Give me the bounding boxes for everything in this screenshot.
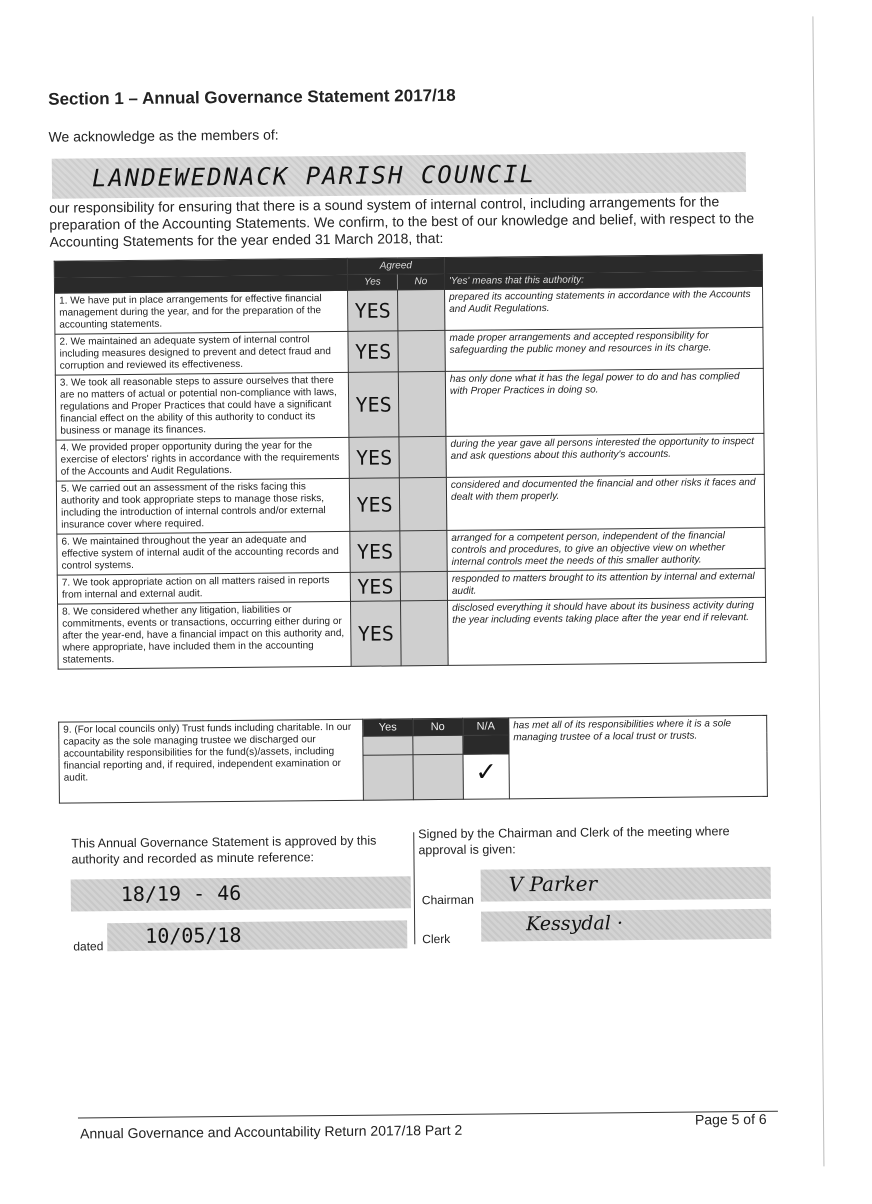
means-label: 'Yes' means that this authority: bbox=[444, 270, 762, 289]
signing-text: Signed by the Chairman and Clerk of the meeting where approval is given: bbox=[418, 824, 730, 858]
trust-fund-table bbox=[58, 715, 768, 804]
table-row bbox=[56, 474, 764, 534]
meaning-1: prepared its accounting statements in accordance with the Accounts and Audit Regulations. bbox=[445, 286, 763, 330]
row9-yes-label: Yes bbox=[363, 719, 413, 736]
meaning-7: responded to matters brought to its attention by internal and external audit. bbox=[447, 568, 765, 600]
chairman-signature: V Parker bbox=[508, 871, 598, 897]
row9-mid-na bbox=[463, 735, 509, 754]
page-number: Page 5 of 6 bbox=[694, 1110, 767, 1128]
table-row bbox=[56, 433, 764, 481]
statement-7: 7. We took appropriate action on all matters raised in reports from internal and external audit. bbox=[57, 572, 350, 604]
governance-table bbox=[54, 254, 767, 670]
answer-5-yes[interactable]: YES bbox=[349, 478, 400, 531]
row9-mid-yes bbox=[363, 736, 413, 755]
row9-no-label: No bbox=[413, 718, 463, 735]
meaning-8: disclosed everything it should have about its business activity during the year including events taking place after the year end if relevant. bbox=[448, 597, 767, 665]
no-column-label: No bbox=[397, 273, 444, 289]
statement-9: 9. (For local councils only) Trust funds including charitable. In our capacity as the sole managing trustee we discharged our accountability responsibilities for the fund(s)/assets, including financial reporting and, if required, independent examination or audit. bbox=[59, 719, 364, 803]
answer-5-no[interactable] bbox=[399, 477, 447, 530]
clerk-signature: Kessydal · bbox=[526, 912, 624, 936]
statement-1: 1. We have put in place arrangements for effective financial management during the year, and for the preparation of the accounting statements. bbox=[55, 290, 348, 334]
intro-paragraph: our responsibility for ensuring that there is a sound system of internal control, including arrangements for the preparation of the Accounting Statements. We confirm, to the best of our knowledge and belief, with respect to the Accounting Statements for the year ended 31 March 2018, that: bbox=[49, 193, 755, 250]
statement-8: 8. We considered whether any litigation, liabilities or commitments, events or transactions, occurring either during or after the year-end, have a financial impact on this authority and, where appropriate, have included them in the accounting statements. bbox=[58, 601, 352, 669]
answer-4-yes[interactable]: YES bbox=[349, 437, 399, 478]
answer-7-yes[interactable]: YES bbox=[350, 572, 400, 601]
table-row bbox=[55, 327, 763, 375]
minute-ref-value: 18/19 - 46 bbox=[120, 880, 242, 907]
agreed-label: Agreed bbox=[347, 257, 444, 274]
answer-8-no[interactable] bbox=[401, 600, 449, 665]
answer-6-yes[interactable]: YES bbox=[350, 531, 400, 572]
page-edge bbox=[812, 16, 824, 1166]
meaning-6: arranged for a competent person, independent of the financial controls and procedures, to give an objective view on whether internal controls meet the needs of this smaller authority. bbox=[447, 527, 765, 571]
answer-6-no[interactable] bbox=[400, 530, 447, 571]
acknowledge-text: We acknowledge as the members of: bbox=[48, 126, 279, 145]
answer-4-no[interactable] bbox=[399, 436, 446, 477]
clerk-signature-field[interactable] bbox=[481, 909, 771, 942]
row9-mid-no bbox=[413, 735, 463, 754]
meaning-5: considered and documented the financial and other risks it faces and dealt with them properly. bbox=[446, 474, 764, 530]
approval-text: This Annual Governance Statement is approved by this authority and recorded as minute reference: bbox=[71, 833, 377, 867]
statement-4: 4. We provided proper opportunity during the year for the exercise of electors' rights in accordance with the requirements of the Accounts and Audit Regulations. bbox=[56, 437, 349, 481]
answer-2-no[interactable] bbox=[398, 330, 445, 371]
table-row bbox=[55, 368, 764, 440]
statement-3: 3. We took all reasonable steps to assure ourselves that there are no matters of actual or potential non-compliance with laws, regulations and Proper Practices that could have a significant financial effect on the ability of this authority to conduct its business or manage its finances. bbox=[55, 372, 349, 440]
table-row bbox=[57, 527, 765, 575]
meaning-2: made proper arrangements and accepted responsibility for safeguarding the public money and resources in its charge. bbox=[445, 327, 763, 371]
clerk-label: Clerk bbox=[422, 931, 451, 947]
yes-column-label: Yes bbox=[347, 274, 397, 290]
answer-7-no[interactable] bbox=[400, 571, 447, 600]
section-divider bbox=[413, 832, 415, 944]
dated-label: dated bbox=[73, 939, 104, 954]
chairman-signature-field[interactable] bbox=[481, 867, 771, 902]
date-value: 10/05/18 bbox=[145, 922, 242, 948]
statement-2: 2. We maintained an adequate system of internal control including measures designed to prevent and detect fraud and corruption and reviewed its effectiveness. bbox=[55, 331, 348, 375]
answer-1-no[interactable] bbox=[398, 289, 445, 330]
chairman-label: Chairman bbox=[421, 892, 474, 908]
answer-8-yes[interactable]: YES bbox=[351, 601, 402, 666]
authority-name-field[interactable] bbox=[52, 152, 746, 199]
answer-3-no[interactable] bbox=[398, 371, 446, 436]
answer-2-yes[interactable]: YES bbox=[348, 331, 398, 372]
statement-5: 5. We carried out an assessment of the risks facing this authority and took appropriate steps to manage those risks, including the introduction of internal controls and/or external insurance cover where required. bbox=[56, 478, 349, 534]
page-title: Section 1 – Annual Governance Statement 2017/18 bbox=[48, 85, 456, 109]
answer-1-yes[interactable]: YES bbox=[348, 290, 398, 331]
answer-3-yes[interactable]: YES bbox=[348, 372, 399, 437]
row9-answer-yes[interactable] bbox=[363, 755, 413, 800]
footer-rule bbox=[78, 1111, 778, 1119]
table-row bbox=[55, 286, 763, 334]
meaning-9: has met all of its responsibilities where it is a sole managing trustee of a local trust or trusts. bbox=[509, 715, 768, 798]
authority-name-handwriting: LANDEWEDNACK PARISH COUNCIL bbox=[91, 160, 537, 193]
footer-title: Annual Governance and Accountability Return 2017/18 Part 2 bbox=[80, 1121, 463, 1142]
statement-6: 6. We maintained throughout the year an adequate and effective system of internal audit of the accounting records and control systems. bbox=[57, 531, 350, 575]
row9-answer-na[interactable]: ✓ bbox=[463, 754, 509, 799]
meaning-3: has only done what it has the legal power to do and has complied with Proper Practices in doing so. bbox=[445, 368, 764, 436]
minute-ref-field[interactable] bbox=[71, 876, 411, 911]
row9-na-label: N/A bbox=[463, 718, 509, 735]
table-row bbox=[58, 597, 767, 669]
row9-answer-no[interactable] bbox=[413, 754, 463, 799]
meaning-4: during the year gave all persons interested the opportunity to inspect and ask questions about this authority's accounts. bbox=[446, 433, 764, 477]
date-field[interactable] bbox=[107, 920, 407, 951]
